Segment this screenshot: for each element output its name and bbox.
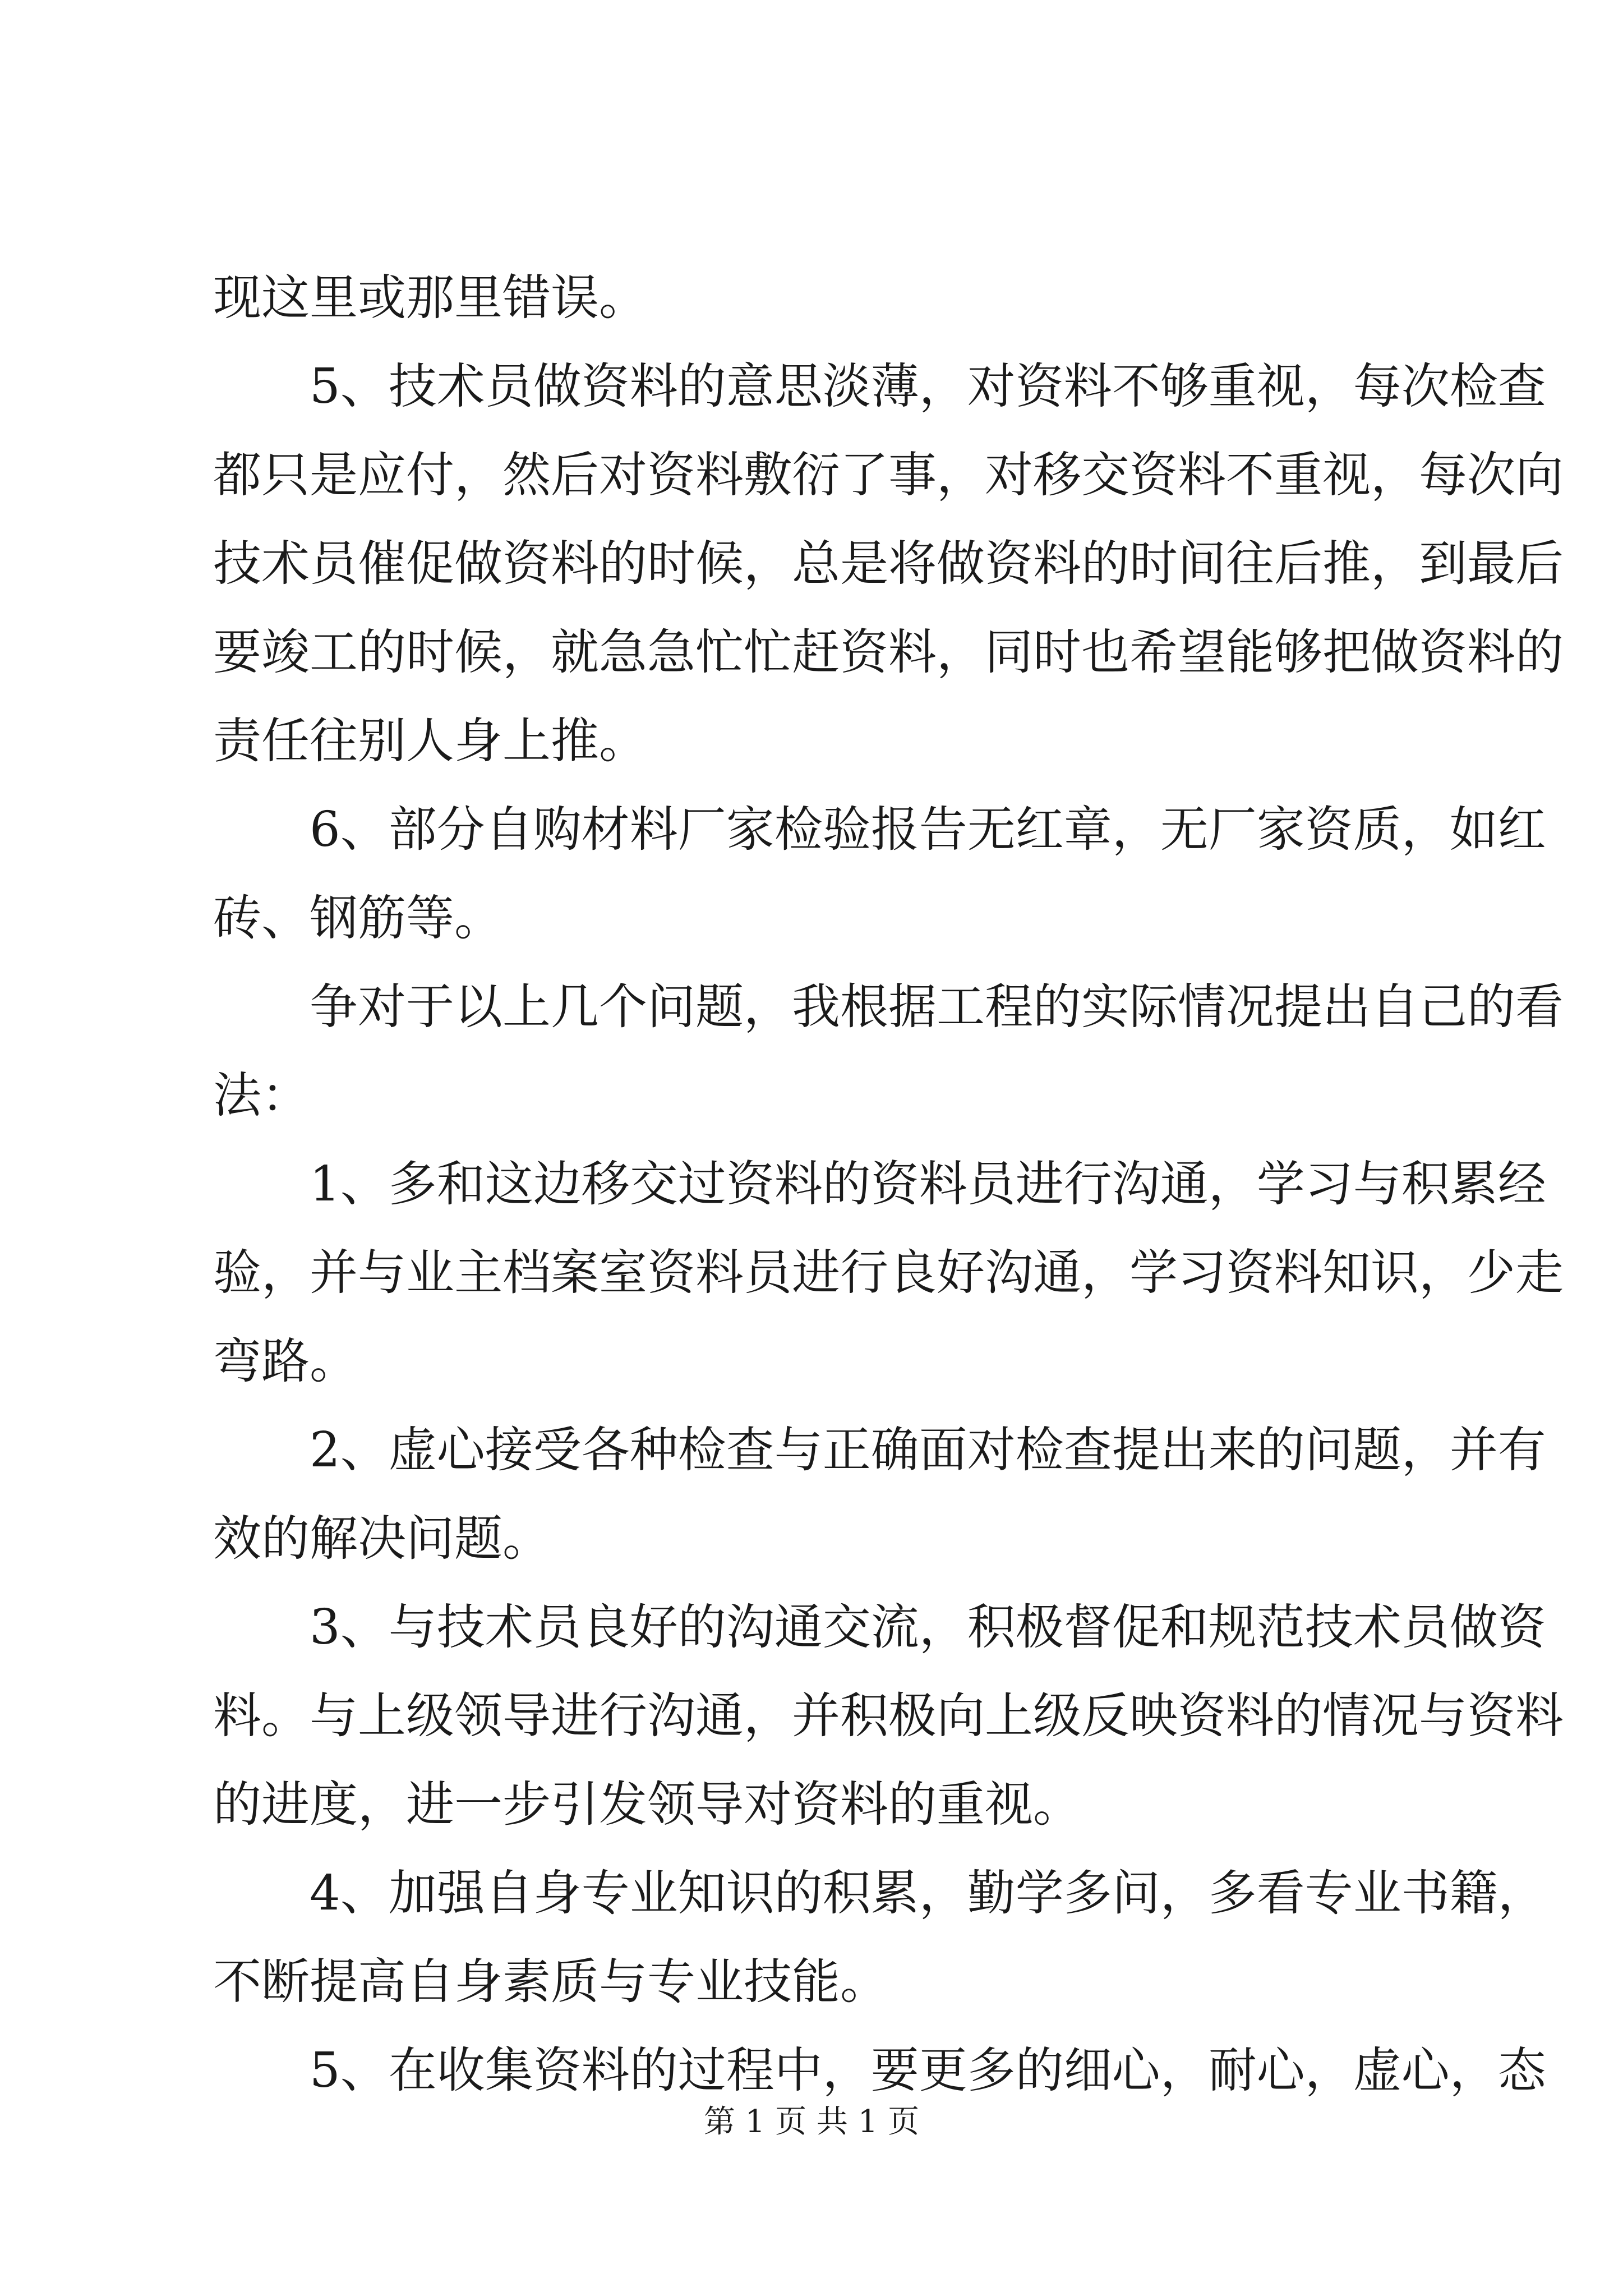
text-line: 现这里或那里错误。 bbox=[213, 270, 647, 326]
document-body bbox=[213, 254, 1564, 2115]
text-line: 弯路。 bbox=[213, 1333, 358, 1389]
text-line: 技术员催促做资料的时候，总是将做资料的时间往后推，到最后 bbox=[213, 536, 1564, 592]
text-line: 验，并与业主档案室资料员进行良好沟通，学习资料知识，少走 bbox=[213, 1245, 1564, 1301]
text-line: 4、加强自身专业知识的积累，勤学多问，多看专业书籍， bbox=[310, 1865, 1546, 1921]
text-line: 2、虚心接受各种检查与正确面对检查提出来的问题，并有 bbox=[310, 1422, 1546, 1478]
page-footer bbox=[0, 2102, 1623, 2142]
text-line: 要竣工的时候，就急急忙忙赶资料，同时也希望能够把做资料的 bbox=[213, 624, 1564, 680]
text-line: 法： bbox=[213, 1068, 310, 1124]
text-line: 效的解决问题。 bbox=[213, 1511, 551, 1567]
text-line: 的进度，进一步引发领导对资料的重视。 bbox=[213, 1777, 1081, 1833]
text-line: 6、部分自购材料厂家检验报告无红章，无厂家资质，如红 bbox=[310, 802, 1546, 858]
text-line: 3、与技术员良好的沟通交流，积极督促和规范技术员做资 bbox=[310, 1599, 1546, 1655]
text-line: 1、多和这边移交过资料的资料员进行沟通，学习与积累经 bbox=[310, 1156, 1546, 1212]
text-line: 5、技术员做资料的意思淡薄，对资料不够重视，每次检查 bbox=[310, 358, 1546, 415]
page-number-label: 第 1 页 共 1 页 bbox=[703, 2104, 920, 2140]
text-line: 不断提高自身素质与专业技能。 bbox=[213, 1954, 888, 2010]
text-line: 料。与上级领导进行沟通，并积极向上级反映资料的情况与资料 bbox=[213, 1688, 1564, 1744]
text-line: 5、在收集资料的过程中，要更多的细心，耐心，虚心，态 bbox=[310, 2042, 1546, 2099]
text-line: 责任往别人身上推。 bbox=[213, 713, 647, 769]
text-line: 争对于以上几个问题，我根据工程的实际情况提出自己的看 bbox=[310, 979, 1564, 1035]
text-line: 都只是应付，然后对资料敷衍了事，对移交资料不重视，每次向 bbox=[213, 447, 1564, 503]
text-line: 砖、钢筋等。 bbox=[213, 890, 502, 946]
